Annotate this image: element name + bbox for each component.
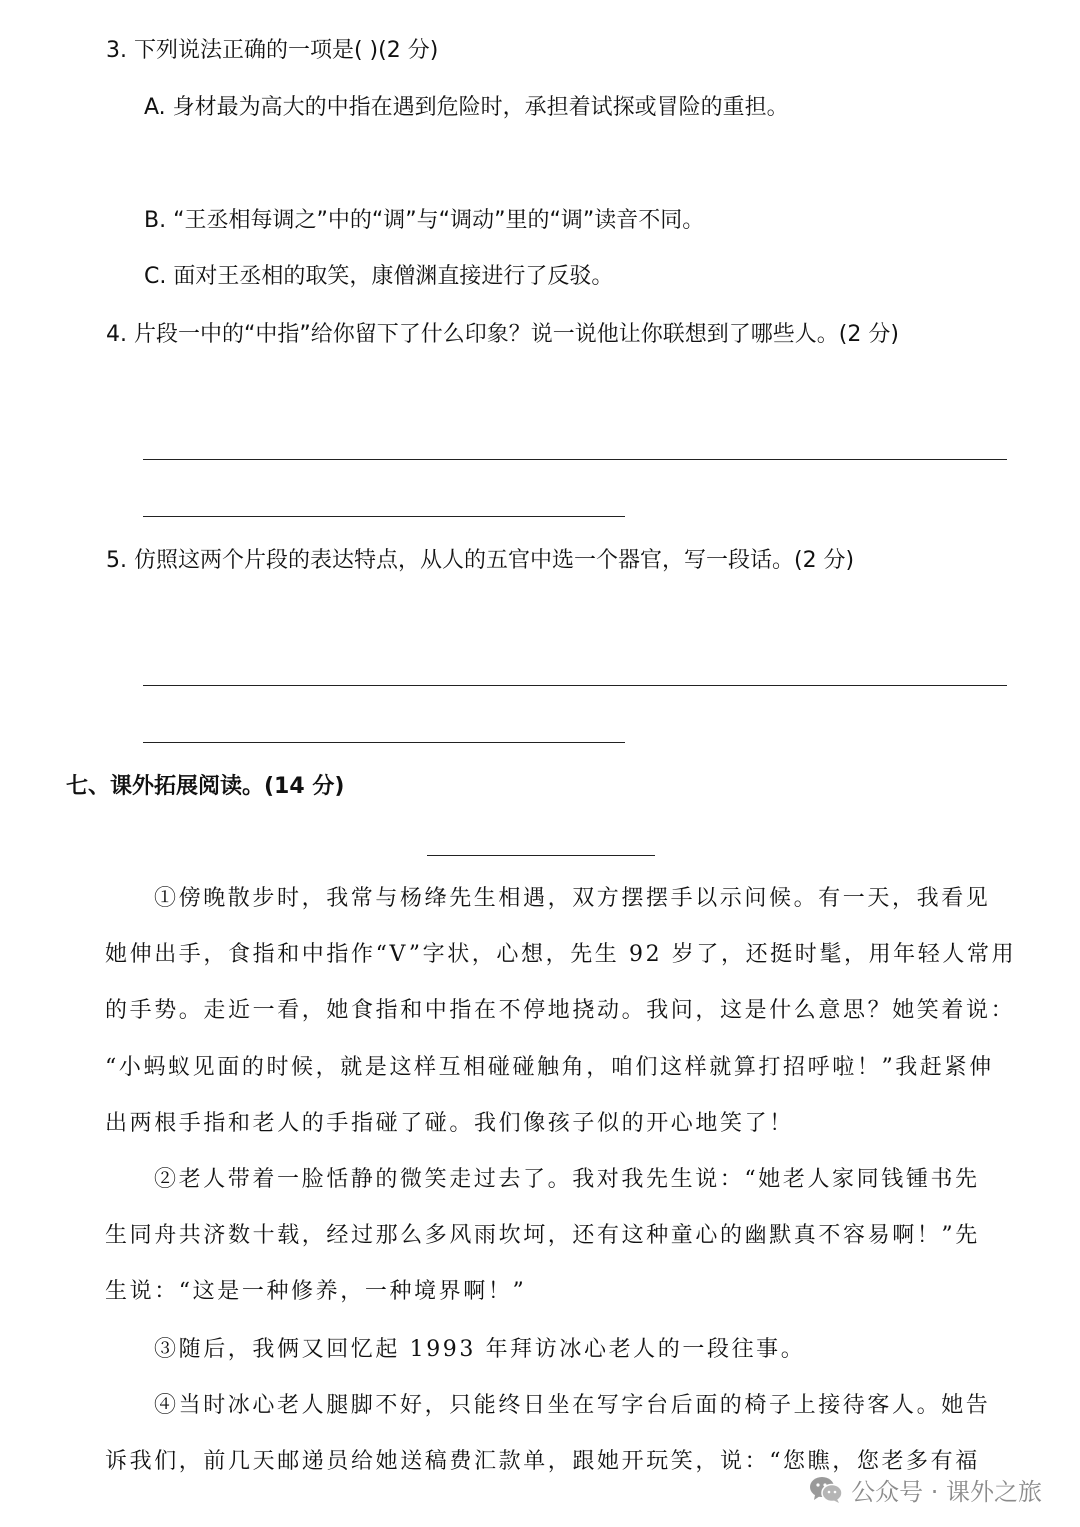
answer-line-q4-2 bbox=[143, 516, 625, 517]
passage-line: 她伸出手，食指和中指作“V”字状，心想，先生 92 岁了，还挺时髦，用年轻人常用 bbox=[105, 942, 1017, 967]
question-5-stem: 5. 仿照这两个片段的表达特点，从人的五官中选一个器官，写一段话。(2 分) bbox=[106, 548, 855, 573]
wechat-icon bbox=[809, 1475, 843, 1505]
passage-line: 诉我们，前几天邮递员给她送稿费汇款单，跟她开玩笑，说：“您瞧，您老多有福 bbox=[105, 1449, 980, 1474]
passage-line: 生同舟共济数十载，经过那么多风雨坎坷，还有这种童心的幽默真不容易啊！”先 bbox=[105, 1223, 980, 1248]
answer-line-q5-2 bbox=[143, 742, 625, 743]
passage-line: 出两根手指和老人的手指碰了碰。我们像孩子似的开心地笑了！ bbox=[105, 1111, 794, 1136]
passage-line: ②老人带着一脸恬静的微笑走过去了。我对我先生说：“她老人家同钱锺书先 bbox=[154, 1167, 980, 1192]
passage-line: ③随后，我俩又回忆起 1993 年拜访冰心老人的一段往事。 bbox=[154, 1337, 806, 1362]
passage-line: ①傍晚散步时，我常与杨绛先生相遇，双方摆摆手以示问候。有一天，我看见 bbox=[154, 886, 991, 911]
question-4-stem: 4. 片段一中的“中指”给你留下了什么印象？说一说他让你联想到了哪些人。(2 分) bbox=[106, 322, 899, 347]
passage-line: 的手势。走近一看，她食指和中指在不停地挠动。我问，这是什么意思？她笑着说： bbox=[105, 998, 1016, 1023]
question-3-option-c: C. 面对王丞相的取笑，康僧渊直接进行了反驳。 bbox=[144, 264, 614, 289]
section-7-heading: 七、课外拓展阅读。(14 分) bbox=[66, 774, 345, 799]
passage-line: 生说：“这是一种修养，一种境界啊！” bbox=[105, 1279, 527, 1304]
passage-line: ④当时冰心老人腿脚不好，只能终日坐在写字台后面的椅子上接待客人。她告 bbox=[154, 1393, 991, 1418]
answer-line-q4-1 bbox=[143, 459, 1007, 460]
passage-title-blank bbox=[427, 855, 655, 856]
watermark-text: 公众号 · 课外之旅 bbox=[851, 1478, 1042, 1506]
question-3-option-a: A. 身材最为高大的中指在遇到危险时，承担着试探或冒险的重担。 bbox=[144, 95, 789, 120]
question-3-option-b: B. “王丞相每调之”中的“调”与“调动”里的“调”读音不同。 bbox=[144, 208, 705, 233]
answer-line-q5-1 bbox=[143, 685, 1007, 686]
question-3-stem: 3. 下列说法正确的一项是( )(2 分) bbox=[106, 38, 439, 63]
watermark bbox=[809, 1472, 1042, 1507]
passage-line: “小蚂蚁见面的时候，就是这样互相碰碰触角，咱们这样就算打招呼啦！”我赶紧伸 bbox=[105, 1055, 994, 1080]
